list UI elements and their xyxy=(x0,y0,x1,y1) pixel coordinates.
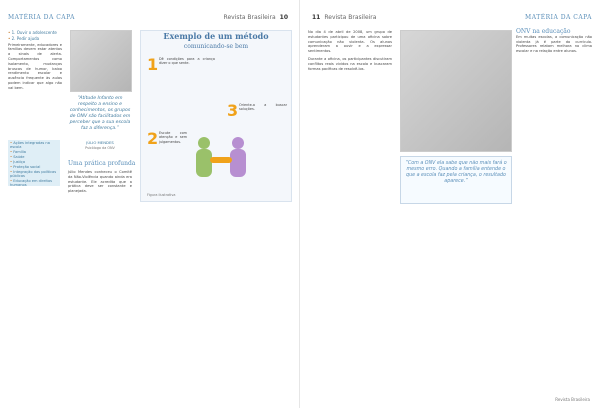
left-column-1 xyxy=(8,30,62,94)
pull-quote-box xyxy=(400,156,512,204)
right-column-3 xyxy=(516,30,592,57)
bullet-box xyxy=(8,140,60,186)
subhead: ONV na educação xyxy=(516,28,571,35)
magazine-name: Revista Brasileira xyxy=(223,13,276,21)
body-paragraph: Em muitas escolas, a comunicação não violenta já é parte do currículo. Professores relatam melhora no clima escolar e na relação entre alunos. xyxy=(516,34,592,54)
step-text-1: Dê condições para a criança dizer o que sente. xyxy=(159,57,215,66)
bullet-item: • Justiça xyxy=(10,160,58,164)
people-illustration xyxy=(186,131,256,191)
right-column-1 xyxy=(308,30,392,74)
body-paragraph: No dia 4 de abril de 2008, um grupo de estudantes participou de uma oficina sobre comunicação não violenta. Os alunos aprenderam a ouvir e a expressar sentimentos. xyxy=(308,30,392,54)
bullet-item: • Saúde xyxy=(10,155,58,159)
step-number-3: 3 xyxy=(227,101,239,120)
step-text-2: Escute com atenção e sem julgamentos. xyxy=(159,131,187,144)
body-paragraph: Júlio Mendes conheceu o Comitê da Não-Violência quando ainda era estudante. Ele acredita que a prática deve ser constante e planejada. xyxy=(68,170,132,194)
bullet-item: • Educação em direitos humanos xyxy=(10,179,58,187)
intro-item: • 1. Ouvir o adolescente xyxy=(8,31,62,36)
right-header xyxy=(308,10,592,24)
footer: Revista Brasileira xyxy=(555,397,590,402)
page-number: 11 xyxy=(312,13,321,21)
panel-title: Exemplo de um método xyxy=(163,31,269,41)
step-number-2: 2 xyxy=(147,129,159,148)
step-number-1: 1 xyxy=(147,55,159,74)
portrait-photo xyxy=(70,30,132,92)
section-title: MATÉRIA DA CAPA xyxy=(8,13,75,21)
step-text-3: Oriente-a a buscar soluções. xyxy=(239,103,287,112)
panel-caption: Figura ilustrativa xyxy=(147,193,176,197)
panel-subtitle: comunicando-se bem xyxy=(183,43,249,50)
right-page xyxy=(300,0,600,408)
quote-author: JÚLIO MENDES xyxy=(86,140,114,145)
pull-quote: “Atitude Infanto em respeito a ensino e conhecimentos, os grupos de ONV são facilitados em perceber que a sua escola faz a diferença.” xyxy=(69,96,131,131)
bullet-item: • Integração das políticas públicas xyxy=(10,170,58,178)
bullet-item: • Proteção social xyxy=(10,165,58,169)
body-paragraph: Durante a oficina, os participantes discutiram conflitos reais vividos na escola e buscaram formas pacíficas de resolvê-los. xyxy=(308,56,392,71)
intro-item: • 2. Pedir ajuda xyxy=(8,37,62,42)
bullet-item: • Ações integradas na escola xyxy=(10,141,58,149)
page-number: 10 xyxy=(279,13,288,21)
intro-text: Primeiramente, educadores e famílias devem estar atentos a sinais de alerta. Comportamentos como isolamento, mudanças bruscas de humor, baixo rendimento escolar e ausência frequente às aulas podem indicar que algo não vai bem. xyxy=(8,42,62,90)
body-text xyxy=(68,170,132,197)
subhead: Uma prática profunda xyxy=(68,160,136,167)
method-panel xyxy=(140,30,292,202)
left-header xyxy=(8,10,292,24)
section-title: MATÉRIA DA CAPA xyxy=(525,13,592,21)
pull-quote: “Com a ONV ela sabe que não mais fará o mesmo erro. Quando a família entende o que a escola faz pela criança, o resultado aparece.” xyxy=(405,161,507,184)
quote-role: Psicólogo da ONV xyxy=(85,146,115,150)
magazine-name: Revista Brasileira xyxy=(324,13,377,21)
large-photo xyxy=(400,30,512,152)
bullet-item: • Família xyxy=(10,150,58,154)
